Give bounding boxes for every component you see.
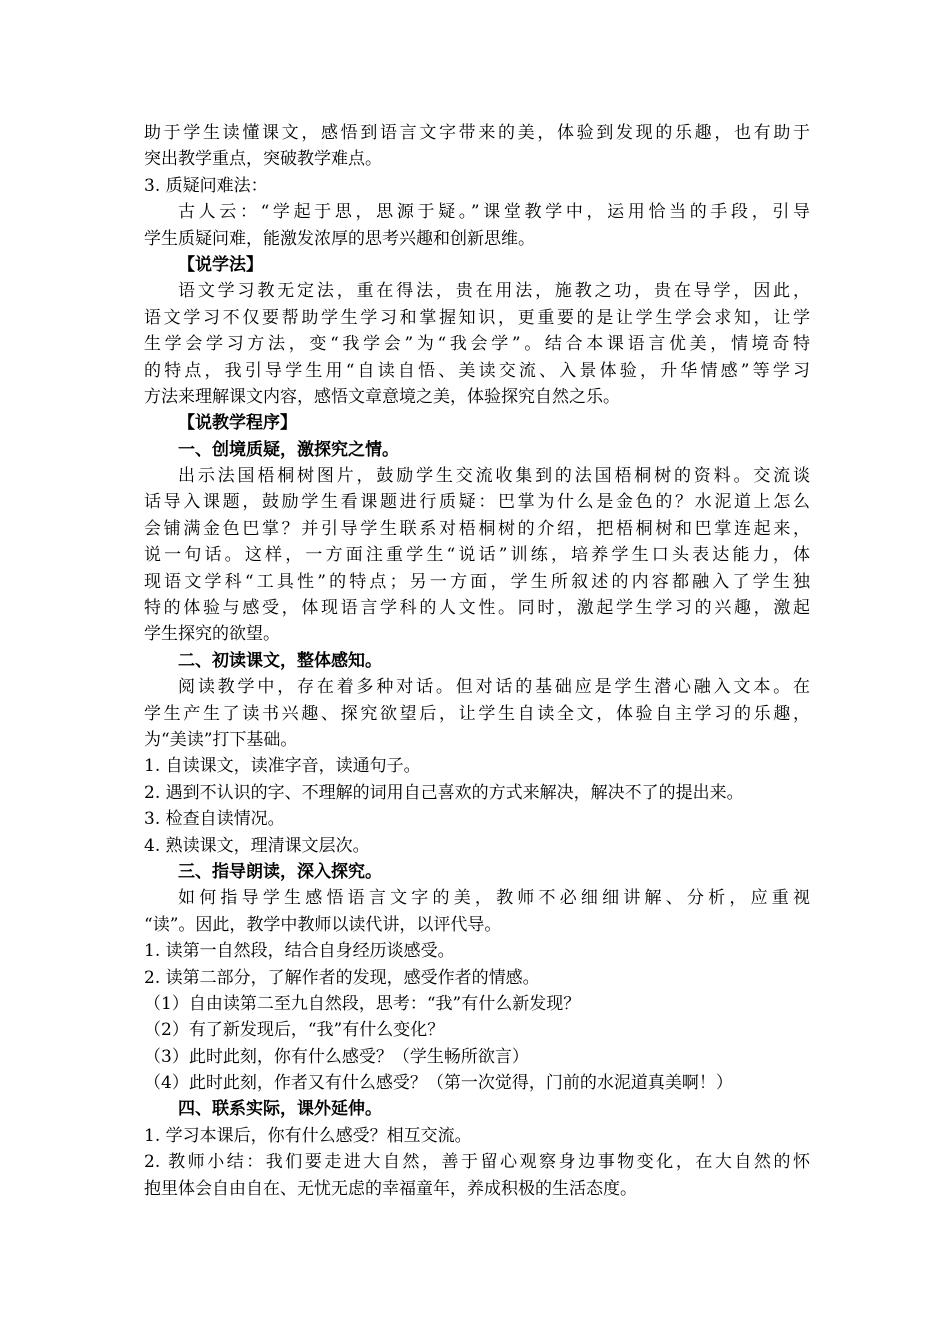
section-heading-teaching-procedure: 【说教学程序】	[178, 413, 297, 434]
text-line: 会铺满金色巴掌？并引导学生联系对梧桐树的介绍，把梧桐树和巴掌连起来，	[144, 518, 810, 539]
paragraph-first-line: 古人云：“学起于思，思源于疑。”课堂教学中，运用恰当的手段，引导	[178, 202, 810, 223]
paragraph-first-line: 阅读教学中，存在着多种对话。但对话的基础应是学生潜心融入文本。在	[178, 677, 810, 698]
sub-list-item: （1）自由读第二至九自然段，思考：“我”有什么新发现？	[144, 993, 581, 1014]
paragraph-first-line: 如何指导学生感悟语言文字的美，教师不必细细讲解、分析，应重视	[178, 888, 810, 909]
text-line: 学生质疑问难，能激发浓厚的思考兴趣和创新思维。	[144, 228, 535, 249]
text-line: 的特点，我引导学生用“自读自悟、美读交流、入景体验，升华情感”等学习	[144, 360, 810, 381]
sub-list-item: （3）此时此刻，你有什么感受？（学生畅所欲言）	[144, 1046, 529, 1067]
list-item: 2. 教师小结：我们要走进大自然，善于留心观察身边事物变化，在大自然的怀	[144, 1152, 810, 1173]
text-line: 话导入课题，鼓励学生看课题进行质疑：巴掌为什么是金色的？水泥道上怎么	[144, 492, 810, 513]
list-item: 1. 自读课文，读准字音，读通句子。	[144, 756, 421, 777]
list-item: 4. 熟读课文，理清课文层次。	[144, 835, 370, 856]
text-line: 现语文学科“工具性”的特点；另一方面，学生所叙述的内容都融入了学生独	[144, 571, 810, 592]
paragraph-first-line: 出示法国梧桐树图片，鼓励学生交流收集到的法国梧桐树的资料。交流谈	[178, 466, 810, 487]
step-heading-4: 四、联系实际，课外延伸。	[178, 1099, 382, 1120]
text-line: 说一句话。这样，一方面注重学生“说话”训练，培养学生口头表达能力，体	[144, 545, 810, 566]
paragraph-first-line: 语文学习教无定法，重在得法，贵在用法，施教之功，贵在导学，因此，	[178, 281, 810, 302]
sub-list-item: （4）此时此刻，作者又有什么感受？（第一次觉得，门前的水泥道真美啊！）	[144, 1073, 733, 1094]
text-line: 突出教学重点，突破教学难点。	[144, 149, 382, 170]
text-line: 特的体验与感受，体现语言学科的人文性。同时，激起学生学习的兴趣，激起	[144, 598, 810, 619]
text-line: 学生产生了读书兴趣、探究欲望后，让学生自读全文，体验自主学习的乐趣，	[144, 703, 810, 724]
text-line: 生学会学习方法，变“我学会”为“我会学”。结合本课语言优美，情境奇特	[144, 334, 810, 355]
document-page	[144, 120, 810, 1202]
step-heading-3: 三、指导朗读，深入探究。	[178, 861, 382, 882]
step-heading-1: 一、创境质疑，激探究之情。	[178, 439, 399, 460]
text-line: 方法来理解课文内容，感悟文章意境之美，体验探究自然之乐。	[144, 386, 620, 407]
sub-list-item: （2）有了新发现后，“我”有什么变化？	[144, 1020, 445, 1041]
text-line: 语文学习不仅要帮助学生学习和掌握知识，更重要的是让学生学会求知，让学	[144, 307, 810, 328]
text-line: 为“美读”打下基础。	[144, 729, 298, 750]
list-item: 2. 读第二部分，了解作者的发现，感受作者的情感。	[144, 967, 540, 988]
list-item: 1. 学习本课后，你有什么感受？相互交流。	[144, 1125, 472, 1146]
list-item: 3. 检查自读情况。	[144, 809, 285, 830]
list-item: 2. 遇到不认识的字、不理解的词用自己喜欢的方式来解决，解决不了的提出来。	[144, 782, 744, 803]
text-line: 学生探究的欲望。	[144, 624, 280, 645]
text-line: “读”。因此，教学中教师以读代讲，以评代导。	[144, 914, 502, 935]
section-heading-learning-method: 【说学法】	[178, 254, 263, 275]
step-heading-2: 二、初读课文，整体感知。	[178, 650, 382, 671]
text-line: 助于学生读懂课文，感悟到语言文字带来的美，体验到发现的乐趣，也有助于	[144, 123, 810, 143]
text-line: 抱里体会自由自在、无忧无虑的幸福童年，养成积极的生活态度。	[144, 1178, 637, 1199]
list-item: 1. 读第一自然段，结合自身经历谈感受。	[144, 941, 455, 962]
method-heading: 3. 质疑问难法：	[144, 175, 268, 196]
